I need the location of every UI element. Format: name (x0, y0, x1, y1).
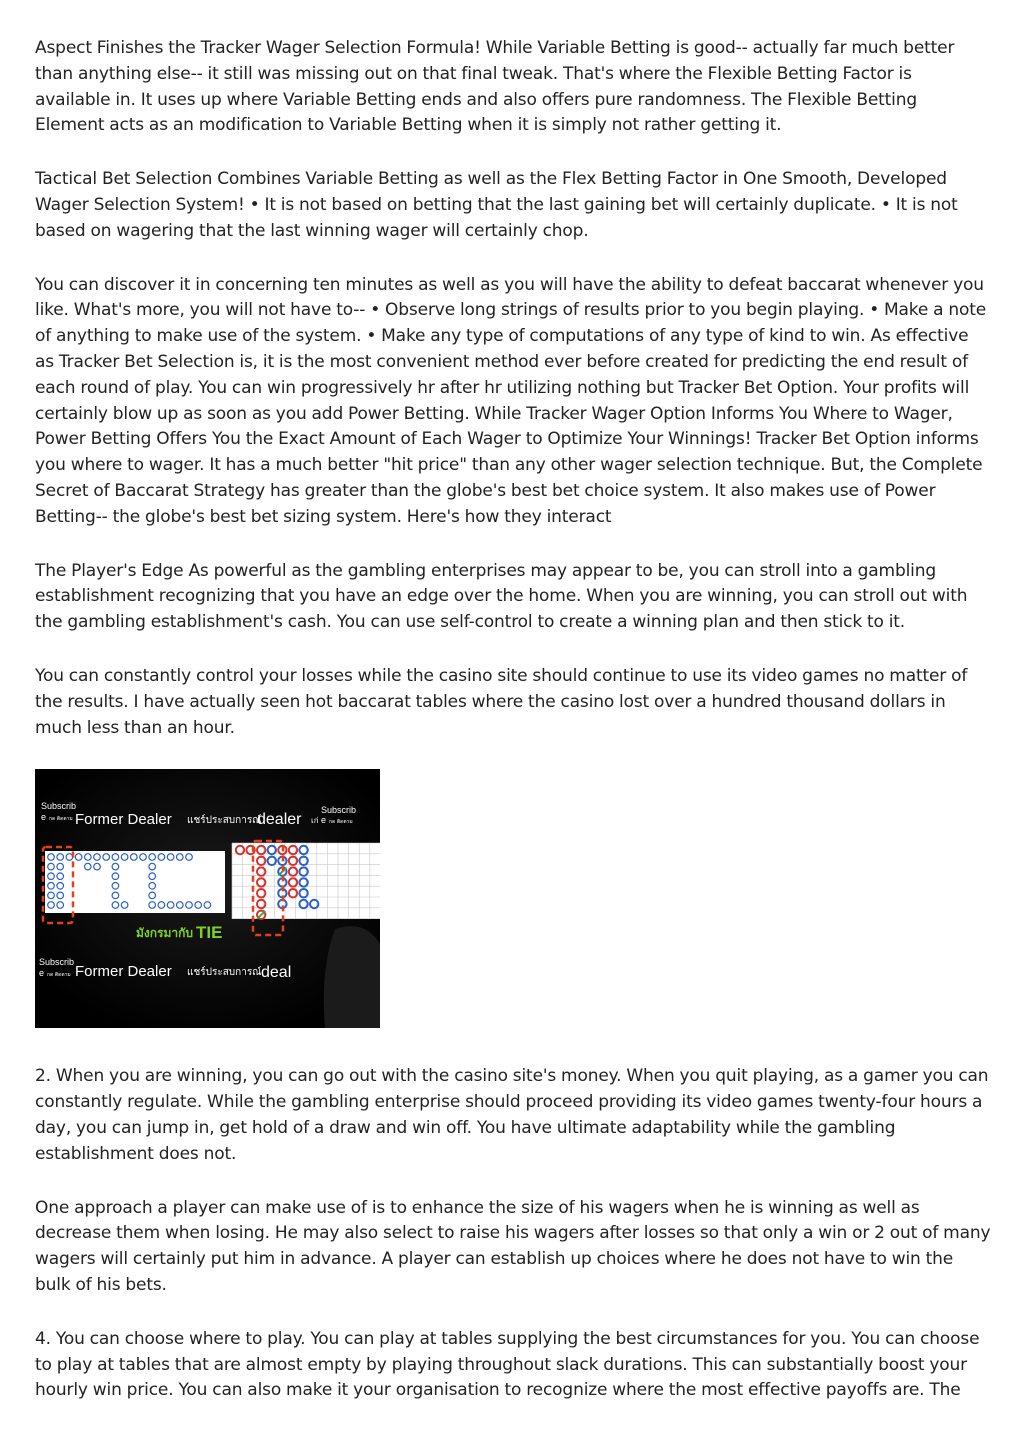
caption-tie: TIE (196, 923, 223, 943)
caption-thai: มังกรมากับ (136, 926, 194, 941)
bottom-title-former: Former Dealer (75, 963, 172, 981)
subscribe-label-right: Subscrib (321, 805, 357, 816)
subscribe-label-right-2: e (321, 815, 327, 826)
paragraph-3: You can discover it in concerning ten minutes as well as you will have the ability to defeat baccarat whenever you like. What's more, you will not have to-- • Observe long strings of results prior to you begin playing. • Make a note of anything to make use of the system. • Make any type of computations of any type of kind to win. As effective as Tracker Bet Selection is, it is the most convenient method ever before created for predicting the end result of each round of play. You can win progressively hr after hr utilizing nothing but Tracker Bet Option. Your profits will certainly blow up as soon as you add Power Betting. While Tracker Wager Option Informs You Where to Wager, Power Betting Offers You the Exact Amount of Each Wager to Optimize Your Winnings! Tracker Bet Option informs you where to wager. It has a much better "hit price" than any other wager selection technique. But, the Complete Secret of Baccarat Strategy has greater than the globe's best bet choice system. It also makes use of Power Betting-- the globe's best bet sizing system. Here's how they interact (35, 274, 987, 527)
bottom-subscribe-label: Subscrib (39, 957, 75, 968)
bottom-subscribe-label-2: e (39, 968, 45, 979)
video-title-former: Former Dealer (75, 811, 172, 829)
bottom-title-dealer: deal (261, 964, 292, 982)
paragraph-5: You can constantly control your losses while the casino site should continue to use its video games no matter of the results. I have actually seen hot baccarat tables where the casino lost over a hundred thousand dollars in much less than an hour. (35, 665, 968, 738)
video-title-thai-end: เก่ (311, 816, 319, 826)
video-thumbnail[interactable] (35, 769, 380, 1028)
paragraph-8: 4. You can choose where to play. You can play at tables supplying the best circumstances for you. You can choose to play at tables that are almost empty by playing throughout slack durations. This can substantially boost your hourly win price. You can also make it your organisation to recognize where the most effective payoffs are. The (35, 1328, 980, 1401)
video-frame (35, 769, 380, 1028)
paragraph-2: Tactical Bet Selection Combines Variable Betting as well as the Flex Betting Factor in One Smooth, Developed Wager Selection System! • It is not based on betting that the last gaining bet will certainly duplicate. • It is not based on wagering that the last winning wager will certainly chop. (35, 169, 958, 241)
paragraph-7: One approach a player can make use of is to enhance the size of his wagers when he is winning as well as decrease them when losing. He may also select to raise his wagers after losses so that only a win or 2 out of many wagers will certainly put him in advance. A player can establish up choices where he does not have to win the bulk of his bets. (35, 1197, 991, 1295)
subscribe-small-right: กด ติดตาม (329, 819, 353, 826)
subscribe-label-left: Subscrib (41, 801, 77, 812)
subscribe-small-left: กด ติดตาม (49, 816, 73, 823)
bottom-title-thai: แชร์ประสบการณ์ (187, 967, 262, 979)
paragraph-4: The Player's Edge As powerful as the gambling enterprises may appear to be, you can stroll into a gambling establishment recognizing that you have an edge over the home. When you are winning, you can stroll out with the gambling establishment's cash. You can use self-control to create a winning plan and then stick to it. (35, 560, 968, 633)
bottom-subscribe-small: กด ติดตาม (47, 972, 71, 979)
document-body (35, 36, 991, 1432)
paragraph-6: 2. When you are winning, you can go out with the casino site's money. When you quit playing, as a gamer you can constantly regulate. While the gambling enterprise should proceed providing its video games twenty-four hours a day, you can jump in, get hold of a draw and win off. You have ultimate adaptability while the gambling establishment does not. (35, 1066, 989, 1164)
subscribe-label-left-2: e (41, 812, 47, 823)
hand-shadow (324, 926, 380, 1028)
paragraph-1: Aspect Finishes the Tracker Wager Selection Formula! While Variable Betting is good-- actually far much better than anything else-- it still was missing out on that final tweak. That's where the Flexible Betting Factor is available in. It uses up where Variable Betting ends and also offers pure randomness. The Flexible Betting Element acts as an modification to Variable Betting when it is simply not rather getting it. (35, 38, 955, 136)
video-title-dealer: dealer (257, 811, 302, 829)
video-title-thai: แชร์ประสบการณ์ (187, 815, 262, 827)
